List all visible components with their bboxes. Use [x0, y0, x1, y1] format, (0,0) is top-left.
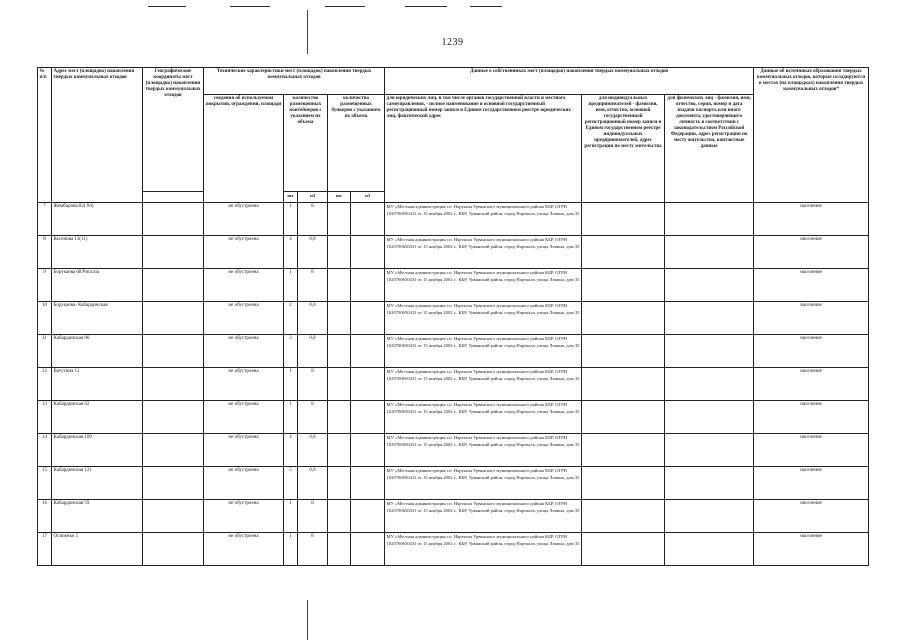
row-containers-qty: 1: [284, 269, 298, 302]
row-bunkers-vol: [351, 236, 385, 269]
row-source: население: [754, 500, 869, 533]
row-owner-legal: МУ «Местная администрация г.п. Нарткала Урванского муниципального района КБР, ОГРН 1020700650431 от 15 ноября 2002 г., КБР, Урванский район, город Нарткала, улица Ленина, дом 35: [385, 236, 582, 269]
header-unit-pcs: шт: [328, 192, 351, 203]
row-owner-person: [665, 368, 754, 401]
row-bunkers-qty: [328, 500, 351, 533]
row-bunkers-vol: [351, 533, 385, 566]
row-owner-legal: МУ «Местная администрация г.п. Нарткала Урванского муниципального района КБР, ОГРН 1020700650431 от 15 ноября 2002 г., КБР, Урванский район, город Нарткала, улица Ленина, дом 35: [385, 401, 582, 434]
header-unit-m3: м3: [351, 192, 385, 203]
row-owner-ip: [582, 203, 665, 236]
row-owner-person: [665, 434, 754, 467]
row-coords: [143, 203, 204, 236]
row-num: 9: [38, 269, 52, 302]
row-address: Жемборова 82( 84): [52, 203, 143, 236]
row-owner-person: [665, 203, 754, 236]
row-source: население: [754, 335, 869, 368]
page-number: 1239: [441, 37, 464, 48]
row-owner-person: [665, 269, 754, 302]
row-bunkers-vol: [351, 368, 385, 401]
row-owner-legal: МУ «Местная администрация г.п. Нарткала Урванского муниципального района КБР, ОГРН 1020700650431 от 15 ноября 2002 г., КБР, Урванский район, город Нарткала, улица Ленина, дом 35: [385, 434, 582, 467]
row-bunkers-vol: [351, 302, 385, 335]
row-containers-qty: 1: [284, 368, 298, 401]
row-bunkers-qty: [328, 434, 351, 467]
row-containers-vol: 0,8: [298, 302, 328, 335]
row-bunkers-vol: [351, 401, 385, 434]
scan-rule: [405, 6, 447, 7]
row-owner-legal: МУ «Местная администрация г.п. Нарткала Урванского муниципального района КБР, ОГРН 1020700650431 от 15 ноября 2002 г., КБР, Урванский район, город Нарткала, улица Ленина, дом 35: [385, 368, 582, 401]
row-owner-person: [665, 401, 754, 434]
table-row: [38, 434, 869, 467]
row-surface: не обустроена: [204, 467, 284, 500]
row-containers-qty: 2: [284, 302, 298, 335]
row-owner-person: [665, 335, 754, 368]
row-surface: не обустроена: [204, 236, 284, 269]
row-containers-vol: 0,8: [298, 236, 328, 269]
header-coords: Географические координаты мест (площадок) накопления твердых коммунальных отходов: [143, 68, 204, 192]
row-coords: [143, 335, 204, 368]
row-coords: [143, 500, 204, 533]
row-containers-vol: 0,8: [298, 335, 328, 368]
scan-rule: [470, 6, 502, 7]
table-row: [38, 269, 869, 302]
row-bunkers-qty: [328, 368, 351, 401]
row-surface: не обустроена: [204, 500, 284, 533]
row-bunkers-vol: [351, 500, 385, 533]
row-coords: [143, 269, 204, 302]
table-row: [38, 368, 869, 401]
row-address: Борукаева- Кабардинская: [52, 302, 143, 335]
row-coords: [143, 401, 204, 434]
row-source: население: [754, 269, 869, 302]
row-containers-vol: 0,8: [298, 434, 328, 467]
waste-sites-registry-table: [37, 67, 869, 566]
row-containers-vol: 8: [298, 203, 328, 236]
row-bunkers-vol: [351, 434, 385, 467]
row-address: Кабардинская 109: [52, 434, 143, 467]
row-num: 13: [38, 401, 52, 434]
header-owners: Данные о собственниках мест (площадок) накопления твердых коммунальных отходов: [385, 68, 754, 95]
header-tech: Технические характеристики мест (площадок) накопления твердых коммунальных отходов: [204, 68, 385, 95]
table-row: [38, 533, 869, 566]
row-coords: [143, 368, 204, 401]
row-owner-ip: [582, 335, 665, 368]
row-owner-person: [665, 302, 754, 335]
row-owner-legal: МУ «Местная администрация г.п. Нарткала Урванского муниципального района КБР, ОГРН 1020700650431 от 15 ноября 2002 г., КБР, Урванский район, город Нарткала, улица Ленина, дом 35: [385, 500, 582, 533]
row-owner-legal: МУ «Местная администрация г.п. Нарткала Урванского муниципального района КБР, ОГРН 1020700650431 от 15 ноября 2002 г., КБР, Урванский район, город Нарткала, улица Ленина, дом 35: [385, 533, 582, 566]
row-address: Борукаева 68/Ригалза: [52, 269, 143, 302]
row-containers-qty: 4: [284, 434, 298, 467]
row-bunkers-qty: [328, 203, 351, 236]
header-unit-pcs: шт: [284, 192, 298, 203]
row-owner-ip: [582, 302, 665, 335]
row-num: 11: [38, 335, 52, 368]
registry-rows: [38, 203, 869, 566]
row-bunkers-qty: [328, 335, 351, 368]
scan-rule: [148, 6, 186, 7]
row-address: Осипенко 5: [52, 533, 143, 566]
row-source: население: [754, 467, 869, 500]
table-row: [38, 302, 869, 335]
row-address: Кабардинская 62: [52, 401, 143, 434]
row-bunkers-vol: [351, 203, 385, 236]
table-row: [38, 236, 869, 269]
row-bunkers-qty: [328, 533, 351, 566]
row-owner-person: [665, 500, 754, 533]
row-containers-vol: 0,8: [298, 467, 328, 500]
row-owner-legal: МУ «Местная администрация г.п. Нарткала Урванского муниципального района КБР, ОГРН 1020700650431 от 15 ноября 2002 г., КБР, Урванский район, город Нарткала, улица Ленина, дом 35: [385, 302, 582, 335]
row-owner-ip: [582, 500, 665, 533]
row-coords: [143, 434, 204, 467]
row-owner-ip: [582, 533, 665, 566]
header-tech-containers: количество размещенных контейнеров с указанием их объема: [284, 95, 328, 192]
row-coords: [143, 533, 204, 566]
scan-rule: [325, 6, 365, 7]
row-bunkers-vol: [351, 335, 385, 368]
row-source: население: [754, 368, 869, 401]
header-num: № п/п: [38, 68, 52, 203]
row-address: Ватутина 12: [52, 368, 143, 401]
row-num: 15: [38, 467, 52, 500]
row-owner-ip: [582, 401, 665, 434]
row-containers-vol: 8: [298, 533, 328, 566]
row-source: население: [754, 203, 869, 236]
row-bunkers-vol: [351, 467, 385, 500]
header-owners-ip: для индивидуальных предпринимателей - фамилия, имя, отчество, основной государственный регистрационный номер записи в Едином государственном реестре индивидуальных предпринимателей, адрес регистрации по месту жительства: [582, 95, 665, 203]
row-owner-ip: [582, 434, 665, 467]
row-coords: [143, 467, 204, 500]
row-owner-legal: МУ «Местная администрация г.п. Нарткала Урванского муниципального района КБР, ОГРН 1020700650431 от 15 ноября 2002 г., КБР, Урванский район, город Нарткала, улица Ленина, дом 35: [385, 467, 582, 500]
row-surface: не обустроена: [204, 533, 284, 566]
row-surface: не обустроена: [204, 434, 284, 467]
header-tech-bunkers: количество размещенных бункеров с указанием их объема: [328, 95, 385, 192]
row-owner-legal: МУ «Местная администрация г.п. Нарткала Урванского муниципального района КБР, ОГРН 1020700650431 от 15 ноября 2002 г., КБР, Урванский район, город Нарткала, улица Ленина, дом 35: [385, 335, 582, 368]
row-bunkers-qty: [328, 269, 351, 302]
row-owner-ip: [582, 467, 665, 500]
table-row: [38, 335, 869, 368]
scan-fold-line: [307, 600, 308, 640]
row-surface: не обустроена: [204, 203, 284, 236]
row-source: население: [754, 302, 869, 335]
row-owner-legal: МУ «Местная администрация г.п. Нарткала Урванского муниципального района КБР, ОГРН 1020700650431 от 15 ноября 2002 г., КБР, Урванский район, город Нарткала, улица Ленина, дом 35: [385, 269, 582, 302]
row-source: население: [754, 401, 869, 434]
row-coords: [143, 302, 204, 335]
row-surface: не обустроена: [204, 335, 284, 368]
row-surface: не обустроена: [204, 401, 284, 434]
row-owner-ip: [582, 236, 665, 269]
row-owner-person: [665, 467, 754, 500]
row-containers-vol: 8: [298, 269, 328, 302]
header-unit-m3: м3: [298, 192, 328, 203]
row-containers-qty: 1: [284, 533, 298, 566]
table-row: [38, 203, 869, 236]
row-address: Кесенова 13(11): [52, 236, 143, 269]
header-owners-person: для физических лиц - фамилия, имя, отчество, серия, номер и дата выдачи паспорта или иного документа, удостоверяющего личность в соответствии с законодательством Российской Федерации, адрес регистрации по месту жительства, контактные данные: [665, 95, 754, 203]
row-containers-qty: 3: [284, 335, 298, 368]
table-row: [38, 401, 869, 434]
row-address: Кабардинская 86: [52, 335, 143, 368]
row-bunkers-vol: [351, 269, 385, 302]
row-bunkers-qty: [328, 236, 351, 269]
row-bunkers-qty: [328, 401, 351, 434]
row-num: 17: [38, 533, 52, 566]
row-num: 14: [38, 434, 52, 467]
row-source: население: [754, 434, 869, 467]
header-coords-unit: [143, 192, 204, 203]
table-row: [38, 500, 869, 533]
row-surface: не обустроена: [204, 269, 284, 302]
row-num: 8: [38, 236, 52, 269]
row-surface: не обустроена: [204, 302, 284, 335]
row-containers-vol: 8: [298, 401, 328, 434]
header-sources: Данные об источниках образования твердых коммунальных отходов, которые складируются в местах (на площадках) накопления твердых коммунальных отходов*: [754, 68, 869, 203]
row-containers-qty: 4: [284, 236, 298, 269]
row-owner-ip: [582, 269, 665, 302]
row-surface: не обустроена: [204, 368, 284, 401]
table-row: [38, 467, 869, 500]
row-source: население: [754, 236, 869, 269]
scan-rule: [230, 6, 270, 7]
row-containers-qty: 5: [284, 467, 298, 500]
row-num: 12: [38, 368, 52, 401]
row-coords: [143, 236, 204, 269]
row-owner-ip: [582, 368, 665, 401]
row-containers-vol: 8: [298, 500, 328, 533]
row-num: 16: [38, 500, 52, 533]
row-num: 7: [38, 203, 52, 236]
row-bunkers-qty: [328, 302, 351, 335]
header-address: Адрес мест (площадок) накопления твердых коммунальных отходов: [52, 68, 143, 203]
row-num: 10: [38, 302, 52, 335]
row-containers-qty: 1: [284, 401, 298, 434]
row-source: население: [754, 533, 869, 566]
header-owners-legal: для юридических лиц, в том числе органов государственной власти и местного самоуправления, - полное наименование и основной государственный регистрационный номер записи в Едином государственном реестре юридических лиц, фактический адрес: [385, 95, 582, 203]
row-owner-person: [665, 236, 754, 269]
row-containers-qty: 1: [284, 500, 298, 533]
row-bunkers-qty: [328, 467, 351, 500]
row-address: Кабардинская 59: [52, 500, 143, 533]
row-owner-legal: МУ «Местная администрация г.п. Нарткала Урванского муниципального района КБР, ОГРН 1020700650431 от 15 ноября 2002 г., КБР, Урванский район, город Нарткала, улица Ленина, дом 35: [385, 203, 582, 236]
row-containers-vol: 8: [298, 368, 328, 401]
header-tech-surface: сведения об используемом покрытии, ограждении, площади: [204, 95, 284, 203]
row-address: Кабардинская 121: [52, 467, 143, 500]
row-containers-qty: 1: [284, 203, 298, 236]
row-owner-person: [665, 533, 754, 566]
